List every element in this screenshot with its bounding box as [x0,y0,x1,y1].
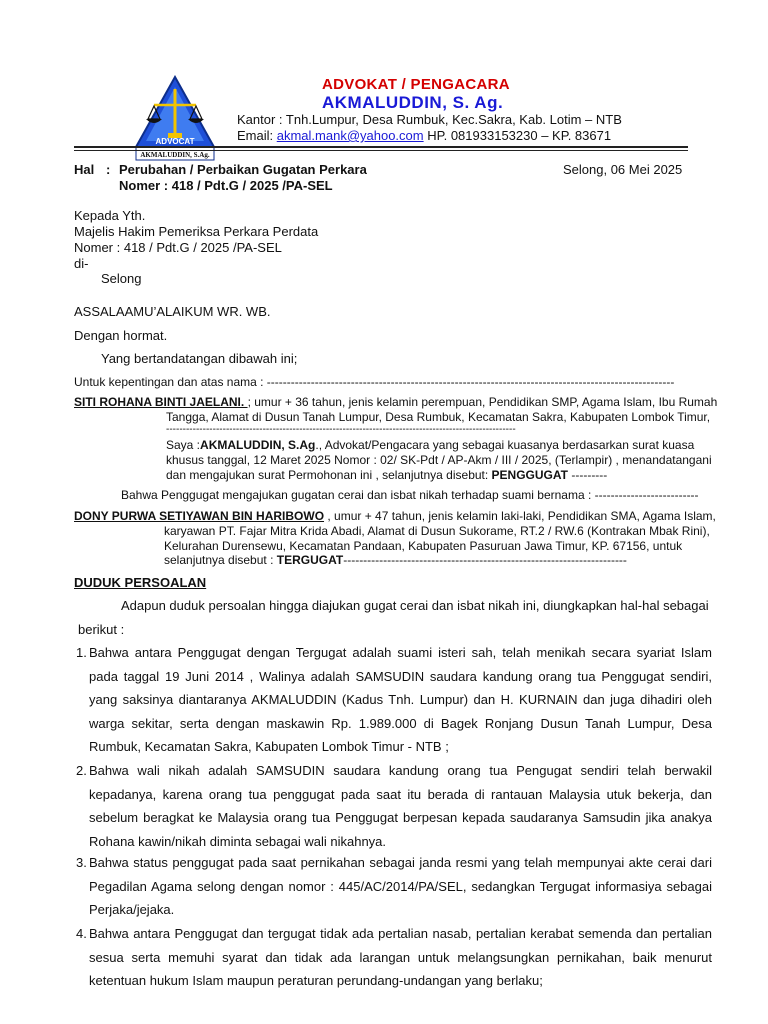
item-number-2: 2. [76,763,87,778]
tergugat-detail-4: selanjutnya disebut : [164,553,277,567]
kuasa-saya: Saya : [166,438,201,452]
logo-text-top: ADVOCAT [155,137,195,146]
tergugat-dashes: ----------------------------------------------------------------------- [343,553,627,567]
penggugat-label: PENGGUGAT [491,468,568,482]
kuasa-name: AKMALUDDIN, S.Ag [200,438,316,452]
penggugat-detail-1: ; umur + 36 tahun, jenis kelamin perempuan, Pendidikan SMP, Agama Islam, Ibu Rumah [247,395,718,409]
duduk-intro-1: Adapun duduk persoalan hingga diajukan gugat cerai dan isbat nikah ini, diungkapkan hal-hal sebagai [121,598,709,613]
kuasa-line-1 [166,438,694,452]
advocat-logo [134,75,216,161]
letterhead-rule-thin [74,150,688,151]
tergugat-detail-3: Kelurahan Durensewu, Kecamatan Pandaan, Kabupaten Pasuruan Jawa Timur, KP. 67156, untuk [164,539,683,553]
tergugat-detail-1: , umur + 47 tahun, jenis kelamin laki-laki, Pendidikan SMA, Agama Islam, [324,509,716,523]
kepentingan-line: Untuk kepentingan dan atas nama : ------------------------------------------------------------------------------------------------------ [74,375,675,389]
kuasa-line-2: khusus tanggal, 12 Maret 2025 Nomor : 02/ SK-Pdt / AP-Akm / III / 2025, (Terlampir) , menandatangani [166,453,712,467]
tergugat-detail-2: karyawan PT. Fajar Mitra Krida Abadi, Alamat di Dusun Sukorame, RT.2 / RW.6 (Kontrakan Mbak Rini), [164,524,710,538]
firm-title: ADVOKAT / PENGACARA [322,76,510,93]
address-line-4: di- [74,256,89,271]
office-address: Kantor : Tnh.Lumpur, Desa Rumbuk, Kec.Sakra, Kab. Lotim – NTB [237,112,622,127]
email-label: Email: [237,128,277,143]
intro-line: Yang bertandatangan dibawah ini; [101,351,298,366]
address-line-2: Majelis Hakim Pemeriksa Perkara Perdata [74,224,319,239]
kuasa-text-3: dan mengajukan surat Permohonan ini , selanjutnya disebut: [166,468,492,482]
item-text-3: Bahwa status penggugat pada saat pernikahan sebagai janda resmi yang telah mempunyai akte cerai dari Pegadilan Agama selong dengan nomor : 445/AC/2014/PA/SEL, sedangkan Tergugat informasiya sebagai Perjaka/jejaka. [89,855,712,917]
hal-label: Hal [74,162,95,177]
kuasa-text-1: ., Advokat/Pengacara yang sebagai kuasanya berdasarkan surat kuasa [315,438,695,452]
address-line-1: Kepada Yth. [74,208,146,223]
kuasa-dashes: --------- [568,468,608,482]
item-text-4: Bahwa antara Penggugat dan tergugat tidak ada pertalian nasab, pertalian kerabat semenda dan pertalian sesua serta memuhi syarat dan tidak ada larangan untuk melangsungkan pernikahan, baik menurut ketentuan hukum Islam maupun peraturan perundang-undangan yang berlaku; [89,926,712,988]
duduk-intro-2: berikut : [78,622,125,637]
letterhead-rule [74,146,688,148]
duduk-heading: DUDUK PERSOALAN [74,575,207,590]
address-line-5: Selong [101,271,142,286]
hal-colon: : [106,162,111,177]
item-number-3: 3. [76,855,87,870]
letter-date: Selong, 06 Mei 2025 [563,162,683,177]
nomor-perkara: Nomer : 418 / Pdt.G / 2025 /PA-SEL [119,178,333,193]
phone-text: HP. 081933153230 – KP. 83671 [423,128,612,143]
salam: ASSALAAMU’ALAIKUM WR. WB. [74,304,271,319]
address-line-3: Nomer : 418 / Pdt.G / 2025 /PA-SEL [74,240,282,255]
item-text-1: Bahwa antara Penggugat dengan Tergugat adalah suami isteri sah, telah menikah secara syariat Islam pada taggal 19 Juni 2014 , Walinya adalah SAMSUDIN saudara kandung orang tua Penggugat sendiri, yang saksinya diantaranya AKMALUDDIN (Kadus Tnh. Lumpur) dan H. KURNAIN dan juga dihadiri oleh warga sekitar, serta dengan maskawin Rp. 1.989.000 di Bagek Ronjang Dusun Tanah Lumpur, Desa Rumbuk, Kecamatan Sakra, Kabupaten Lombok Timur - NTB ; [89,645,712,754]
tergugat-name: DONY PURWA SETIYAWAN BIN HARIBOWO [74,509,325,523]
email-link[interactable]: akmal.mank@yahoo.com [276,128,424,143]
firm-name: AKMALUDDIN, S. Ag. [322,93,504,112]
bahwa-penggugat-line: Bahwa Penggugat mengajukan gugatan cerai dan isbat nikah terhadap suami bernama : -------------------------- [121,488,699,502]
tergugat-line-1 [74,509,716,523]
tergugat-label: TERGUGAT [276,553,344,567]
kuasa-line-3 [166,468,607,482]
penggugat-dashes: --------------------------------------------------------------------------------------------------------- [166,424,516,435]
penggugat-line-1 [74,395,717,409]
item-number-1: 1. [76,645,87,660]
item-number-4: 4. [76,926,87,941]
penggugat-name: SITI ROHANA BINTI JAELANI. [74,395,248,409]
contact-line [237,128,611,143]
logo-text-bottom: AKMALUDDIN, S.Ag. [140,151,210,159]
dengan-hormat: Dengan hormat. [74,328,168,343]
penggugat-detail-2: Tangga, Alamat di Dusun Tanah Lumpur, Desa Rumbuk, Kecamatan Sakra, Kabupaten Lombok Timur, [166,410,711,424]
hal-value: Perubahan / Perbaikan Gugatan Perkara [119,162,367,177]
tergugat-line-4 [164,553,627,567]
item-text-2: Bahwa wali nikah adalah SAMSUDIN saudara kandung orang tua Pengugat sendiri telah berwakil kepadanya, karena orang tua penggugat pada saat itu berada di rantauan Malaysia utuk bekerja, dan sebelum beragkat ke Malaysia orang tua Penggugat berpesan kepada saudaranya Samsudin jika anakya Rohana kawin/nikah diminta sebagai wali nikahnya. [89,763,712,849]
